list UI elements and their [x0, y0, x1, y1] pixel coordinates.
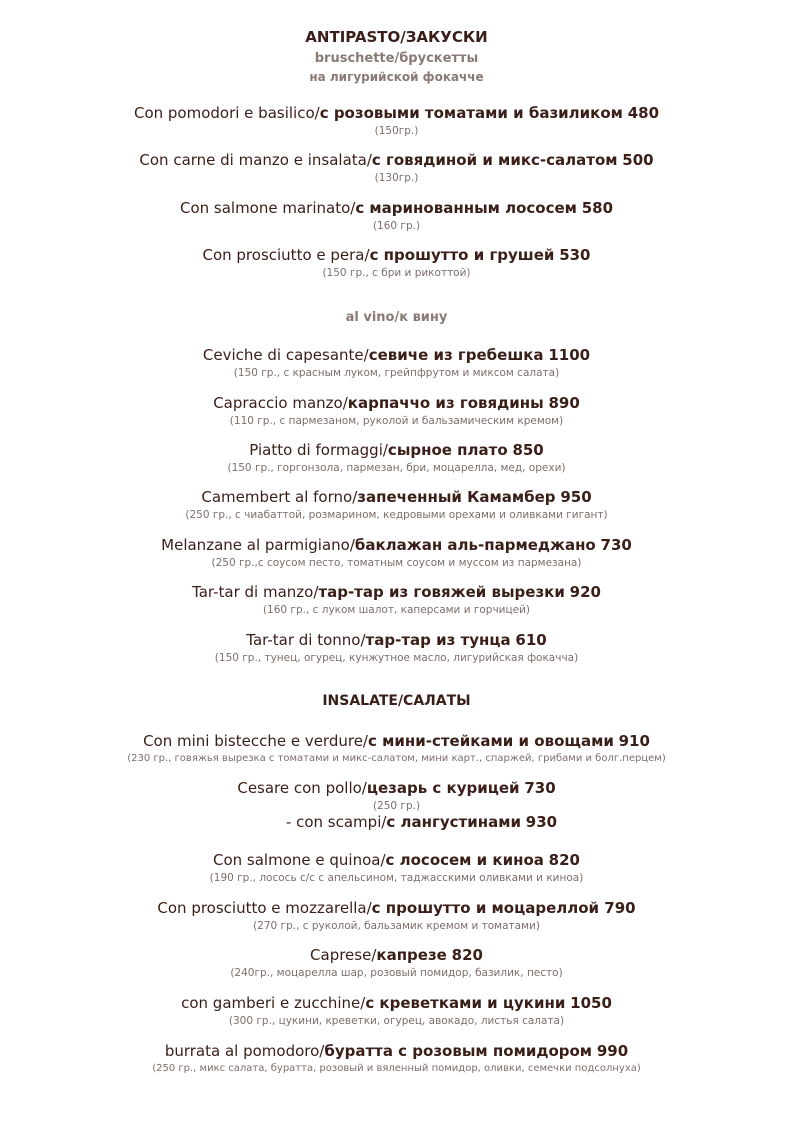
menu-item-note: (270 гр., с руколой, бальзамик кремом и томатами) — [253, 920, 540, 932]
section-title-insalate: INSALATE/САЛАТЫ — [322, 693, 471, 709]
menu-item: Capraccio manzo/карпаччо из говядины 890 — [213, 394, 580, 412]
menu-item: Cesare con pollo/цезарь с курицей 730 — [237, 779, 556, 797]
menu-item: Con mini bistecche e verdure/с мини-стейками и овощами 910 — [143, 732, 650, 750]
menu-item-note: (150 гр., с красным луком, грейпфрутом и миксом салата) — [233, 367, 560, 379]
menu-item: Con pomodori e basilico/с розовыми томатами и базиликом 480 — [133, 104, 660, 122]
menu-item: Con salmone e quinoa/с лососем и киноа 820 — [213, 851, 580, 869]
menu-item: Camembert al forno/запеченный Камамбер 950 — [201, 488, 592, 506]
menu-item: Con prosciutto e mozzarella/с прошутто и моцареллой 790 — [157, 899, 636, 917]
menu-item-note: (150гр.) — [374, 125, 419, 137]
menu-item: Tar-tar di manzo/тар-тар из говяжей вырезки 920 — [192, 583, 601, 601]
menu-item-note: (230 гр., говяжья вырезка с томатами и микс-салатом, мини карт., спаржей, грибами и болг.перцем) — [127, 753, 666, 764]
menu-item: - con scampi/с лангустинами 930 — [285, 813, 558, 831]
menu-item: Con salmone marinato/с маринованным лососем 580 — [179, 199, 614, 217]
menu-item-note: (130гр.) — [374, 172, 419, 184]
section-title-antipasto: ANTIPASTO/ЗАКУСКИ — [305, 28, 488, 46]
menu-item-note: (150 гр., тунец, огурец, кунжутное масло, лигурийская фокачча) — [214, 652, 579, 664]
menu-item-note: (190 гр., лосось с/с с апельсином, таджасскими оливками и киноа) — [209, 872, 584, 884]
menu-item-note: (250 гр.,с соусом песто, томатным соусом и муссом из пармезана) — [211, 557, 582, 569]
subtitle-focaccia: на лигурийской фокаччe — [309, 70, 484, 84]
menu-item: Piatto di formaggi/сырное плато 850 — [249, 441, 544, 459]
menu-item-note: (240гр., моцарелла шар, розовый помидор, базилик, песто) — [230, 967, 563, 979]
menu-item: Ceviche di capesante/севиче из гребешка 1100 — [202, 346, 591, 364]
menu-item: Tar-tar di tonno/тар-тар из тунца 610 — [246, 631, 547, 649]
menu-item-note: (160 гр.) — [372, 220, 421, 232]
subtitle-bruschette: bruschette/брускетты — [314, 51, 479, 66]
menu-item: Con carne di manzo e insalata/с говядиной и микс-салатом 500 — [139, 151, 654, 169]
menu-item: Melanzane al parmigiano/баклажан аль-пармеджано 730 — [161, 536, 632, 554]
section-title-al-vino: al vino/к вину — [345, 310, 448, 325]
menu-item-note: (110 гр., с пармезаном, руколой и бальзамическим кремом) — [229, 415, 564, 427]
menu-item-note: (150 гр., горгонзола, пармезан, бри, моцарелла, мед, орехи) — [227, 462, 566, 474]
menu-item: Caprese/капрезе 820 — [310, 946, 483, 964]
menu-item-note: (160 гр., с луком шалот, каперсами и горчицей) — [262, 604, 531, 616]
menu-item-note: (250 гр., микс салата, буратта, розовый и вяленный помидор, оливки, семечки подсолнуха) — [152, 1063, 641, 1074]
menu-item-note: (250 гр.) — [372, 800, 421, 812]
menu-item: con gamberi e zucchine/с креветками и цукини 1050 — [181, 994, 612, 1012]
menu-item-note: (300 гр., цукини, креветки, огурец, авокадо, листья салата) — [228, 1015, 565, 1027]
menu-item-note: (150 гр., с бри и рикоттой) — [322, 267, 471, 279]
menu-item: Con prosciutto e pera/с прошутто и грушей 530 — [202, 246, 591, 264]
menu-item-note: (250 гр., с чиабаттой, розмарином, кедровыми орехами и оливками гигант) — [185, 509, 608, 521]
menu-item: burrata al pomodoro/буратта с розовым помидором 990 — [164, 1042, 629, 1060]
